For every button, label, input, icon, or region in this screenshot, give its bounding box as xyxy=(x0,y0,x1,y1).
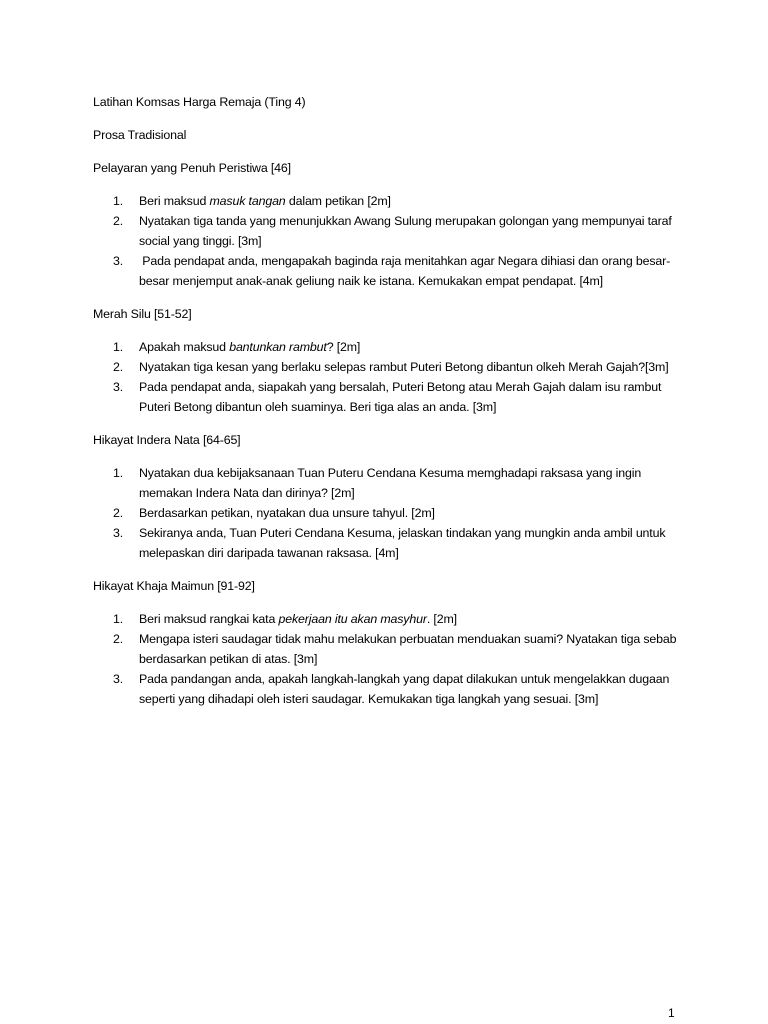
question-number: 3. xyxy=(113,526,124,540)
question-text: Mengapa isteri saudagar tidak mahu melakukan perbuatan menduakan suami? Nyatakan tiga sebab berdasarkan petikan di atas. [3m] xyxy=(139,632,677,666)
question-item xyxy=(93,251,693,291)
section-heading: Merah Silu [51-52] xyxy=(93,307,192,321)
question-item xyxy=(93,629,693,669)
question-number: 2. xyxy=(113,360,124,374)
question-list xyxy=(93,191,693,291)
question-item xyxy=(93,463,693,503)
question-italic-term: bantunkan rambut xyxy=(229,340,327,354)
question-text: Pada pendapat anda, mengapakah baginda raja menitahkan agar Negara dihiasi dan orang besar-besar menjemput anak-anak geliung naik ke istana. Kemukakan empat pendapat. [4m] xyxy=(139,254,671,288)
question-list xyxy=(93,609,693,709)
document-title: Latihan Komsas Harga Remaja (Ting 4) xyxy=(93,95,306,109)
question-text: Nyatakan tiga tanda yang menunjukkan Awang Sulung merupakan golongan yang mempunyai taraf social yang tinggi. [3m] xyxy=(139,214,672,248)
section-heading: Hikayat Khaja Maimun [91-92] xyxy=(93,579,255,593)
question-number: 3. xyxy=(113,380,124,394)
question-item xyxy=(93,337,693,357)
section-heading: Pelayaran yang Penuh Peristiwa [46] xyxy=(93,161,291,175)
page-number: 1 xyxy=(668,1006,675,1020)
question-list xyxy=(93,337,693,417)
question-item xyxy=(93,609,693,629)
question-item xyxy=(93,523,693,563)
section-heading: Hikayat Indera Nata [64-65] xyxy=(93,433,241,447)
question-number: 2. xyxy=(113,506,124,520)
question-item xyxy=(93,191,693,211)
question-text: Beri maksud rangkai kata pekerjaan itu akan masyhur. [2m] xyxy=(139,612,457,626)
question-number: 1. xyxy=(113,340,124,354)
question-text: Berdasarkan petikan, nyatakan dua unsure tahyul. [2m] xyxy=(139,506,435,520)
question-item xyxy=(93,669,693,709)
question-number: 1. xyxy=(113,466,124,480)
document-body xyxy=(93,92,693,722)
question-number: 3. xyxy=(113,254,124,268)
question-text: Nyatakan dua kebijaksanaan Tuan Puteru Cendana Kesuma memghadapi raksasa yang ingin memakan Indera Nata dan dirinya? [2m] xyxy=(139,466,642,500)
question-text: Beri maksud masuk tangan dalam petikan [2m] xyxy=(139,194,391,208)
question-text: Sekiranya anda, Tuan Puteri Cendana Kesuma, jelaskan tindakan yang mungkin anda ambil untuk melepaskan diri daripada tawanan raksasa. [4m] xyxy=(139,526,666,560)
question-list xyxy=(93,463,693,563)
question-item xyxy=(93,377,693,417)
question-number: 2. xyxy=(113,632,124,646)
question-text: Apakah maksud bantunkan rambut? [2m] xyxy=(139,340,361,354)
question-number: 2. xyxy=(113,214,124,228)
question-text: Pada pandangan anda, apakah langkah-langkah yang dapat dilakukan untuk mengelakkan dugaan seperti yang dihadapi oleh isteri saudagar. Kemukakan tiga langkah yang sesuai. [3m] xyxy=(139,672,670,706)
question-item xyxy=(93,503,693,523)
question-item xyxy=(93,357,693,377)
question-italic-term: pekerjaan itu akan masyhur xyxy=(278,612,427,626)
question-number: 1. xyxy=(113,612,124,626)
document-subtitle: Prosa Tradisional xyxy=(93,128,187,142)
question-number: 1. xyxy=(113,194,124,208)
question-text: Pada pendapat anda, siapakah yang bersalah, Puteri Betong atau Merah Gajah dalam isu rambut Puteri Betong dibantun oleh suaminya. Beri tiga alas an anda. [3m] xyxy=(139,380,662,414)
question-italic-term: masuk tangan xyxy=(209,194,286,208)
question-number: 3. xyxy=(113,672,124,686)
question-item xyxy=(93,211,693,251)
question-text: Nyatakan tiga kesan yang berlaku selepas rambut Puteri Betong dibantun olkeh Merah Gajah?[3m] xyxy=(139,360,669,374)
